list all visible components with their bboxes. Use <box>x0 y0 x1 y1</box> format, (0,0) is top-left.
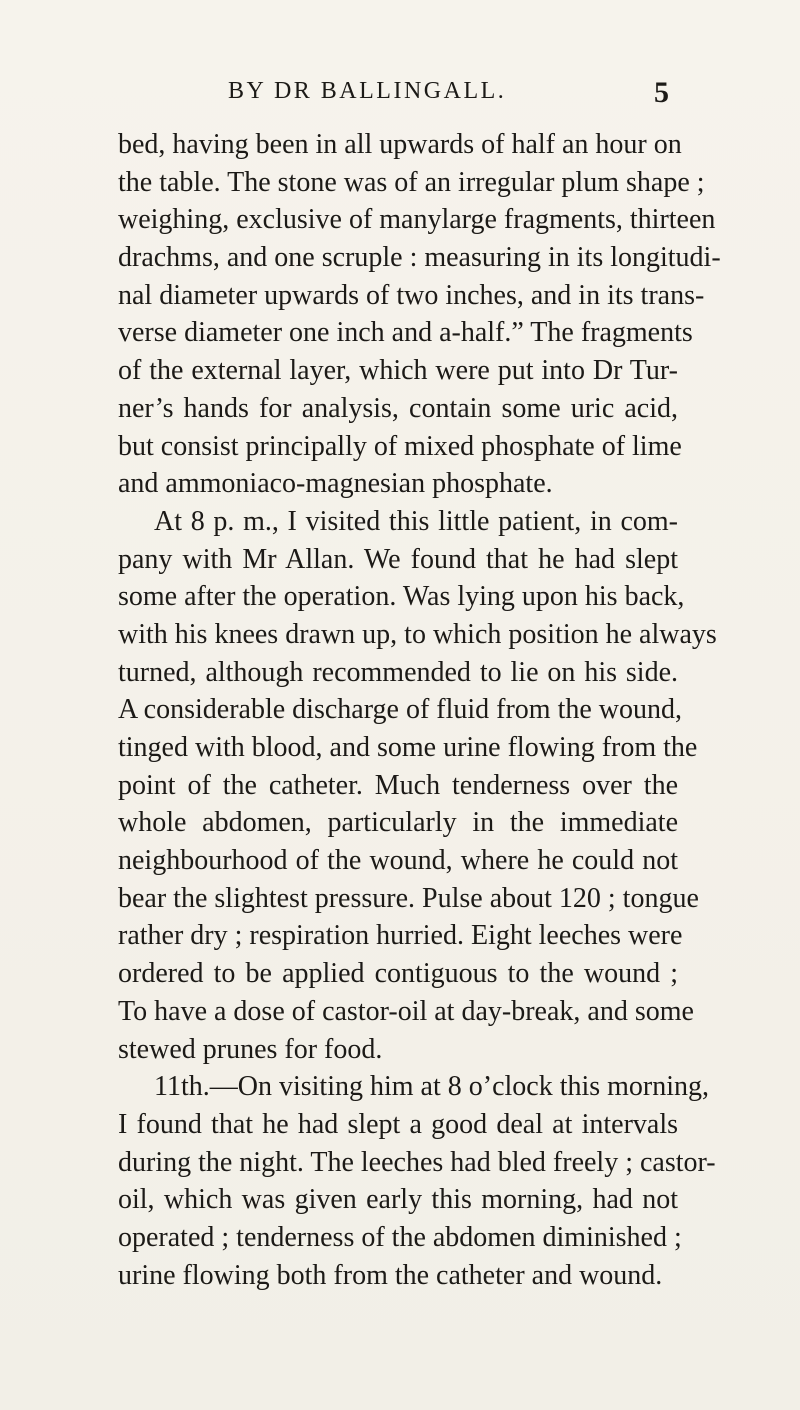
text-line: ner’s hands for analysis, contain some uric acid, <box>118 392 678 424</box>
text-line: At 8 p. m., I visited this little patient, in com- <box>154 505 678 537</box>
text-line: and ammoniaco-magnesian phosphate. <box>118 468 553 500</box>
text-line: rather dry ; respiration hurried. Eight leeches were <box>118 920 683 952</box>
text-line: bed, having been in all upwards of half an hour on <box>118 129 682 160</box>
body-text <box>118 126 721 1294</box>
text-line: with his knees drawn up, to which position he always <box>118 618 717 650</box>
page-number: 5 <box>654 76 669 109</box>
text-line: ordered to be applied contiguous to the wound ; <box>118 958 678 990</box>
text-line: during the night. The leeches had bled freely ; castor- <box>118 1146 716 1178</box>
text-line: pany with Mr Allan. We found that he had slept <box>118 543 678 575</box>
text-line: neighbourhood of the wound, where he could not <box>118 845 678 877</box>
text-line: operated ; tenderness of the abdomen diminished ; <box>118 1221 682 1253</box>
text-line: but consist principally of mixed phosphate of lime <box>118 430 682 462</box>
text-line: urine flowing both from the catheter and wound. <box>118 1259 663 1291</box>
text-line: of the external layer, which were put into Dr Tur- <box>118 355 678 387</box>
text-line: I found that he had slept a good deal at intervals <box>118 1108 678 1140</box>
text-line: verse diameter one inch and a-half.” The fragments <box>118 317 693 349</box>
text-line: weighing, exclusive of manylarge fragments, thirteen <box>118 204 716 236</box>
text-line: drachms, and one scruple : measuring in its longitudi- <box>118 242 721 274</box>
text-line: the table. The stone was of an irregular plum shape ; <box>118 166 705 198</box>
text-line: 11th.—On visiting him at 8 o’clock this morning, <box>154 1071 710 1103</box>
text-line: tinged with blood, and some urine flowing from the <box>118 732 698 763</box>
text-line: point of the catheter. Much tenderness over the <box>118 769 678 801</box>
text-line: some after the operation. Was lying upon his back, <box>118 581 685 613</box>
text-line: nal diameter upwards of two inches, and in its trans- <box>118 279 705 311</box>
text-line: turned, although recommended to lie on his side. <box>118 656 678 688</box>
text-line: To have a dose of castor-oil at day-break, and some <box>118 995 694 1027</box>
running-head: BY DR BALLINGALL. <box>228 78 507 104</box>
text-line: oil, which was given early this morning, had not <box>118 1184 678 1216</box>
text-line: bear the slightest pressure. Pulse about 120 ; tongue <box>118 882 699 914</box>
text-line: whole abdomen, particularly in the immediate <box>118 807 678 839</box>
text-line: A considerable discharge of fluid from the wound, <box>118 694 683 726</box>
text-line: stewed prunes for food. <box>118 1033 383 1065</box>
